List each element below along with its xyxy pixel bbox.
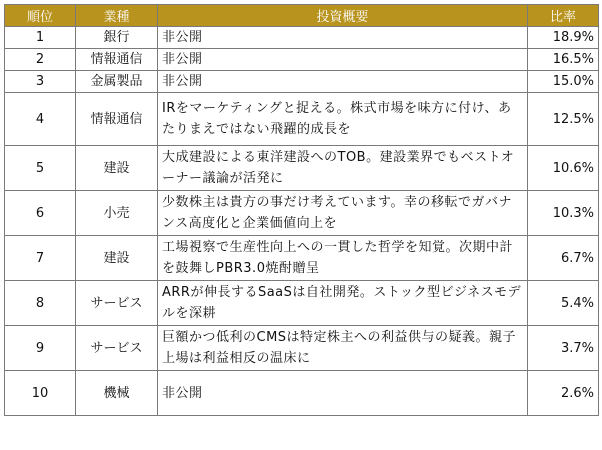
table-row bbox=[5, 326, 599, 371]
rank-cell: 4 bbox=[5, 93, 76, 146]
table-row bbox=[5, 371, 599, 416]
rank-cell: 6 bbox=[5, 191, 76, 236]
rate-cell: 5.4% bbox=[528, 281, 599, 326]
rate-cell: 18.9% bbox=[528, 27, 599, 49]
header-sector: 業種 bbox=[76, 5, 158, 27]
rate-cell: 12.5% bbox=[528, 93, 599, 146]
sector-cell: 情報通信 bbox=[76, 49, 158, 71]
table-row bbox=[5, 49, 599, 71]
summary-cell: 非公開 bbox=[158, 27, 528, 49]
rank-cell: 7 bbox=[5, 236, 76, 281]
rate-cell: 6.7% bbox=[528, 236, 599, 281]
summary-cell: 大成建設による東洋建設へのTOB。建設業界でもベストオーナー議論が活発に bbox=[158, 146, 528, 191]
summary-cell: ARRが伸長するSaaSは自社開発。ストック型ビジネスモデルを深耕 bbox=[158, 281, 528, 326]
table-row bbox=[5, 93, 599, 146]
summary-cell: IRをマーケティングと捉える。株式市場を味方に付け、あたりまえではない飛躍的成長を bbox=[158, 93, 528, 146]
table-row bbox=[5, 27, 599, 49]
header-rate: 比率 bbox=[528, 5, 599, 27]
header-rank: 順位 bbox=[5, 5, 76, 27]
rank-cell: 10 bbox=[5, 371, 76, 416]
summary-cell: 工場視察で生産性向上への一貫した哲学を知覚。次期中計を鼓舞しPBR3.0焼酎贈呈 bbox=[158, 236, 528, 281]
rank-cell: 8 bbox=[5, 281, 76, 326]
rate-cell: 15.0% bbox=[528, 71, 599, 93]
summary-cell: 非公開 bbox=[158, 71, 528, 93]
sector-cell: 金属製品 bbox=[76, 71, 158, 93]
rate-cell: 10.6% bbox=[528, 146, 599, 191]
sector-cell: 建設 bbox=[76, 236, 158, 281]
table-row bbox=[5, 71, 599, 93]
table-row bbox=[5, 281, 599, 326]
sector-cell: 銀行 bbox=[76, 27, 158, 49]
header-row bbox=[5, 5, 599, 27]
rank-cell: 3 bbox=[5, 71, 76, 93]
table-row bbox=[5, 146, 599, 191]
summary-cell: 少数株主は貴方の事だけ考えています。幸の移転でガバナンス高度化と企業価値向上を bbox=[158, 191, 528, 236]
holdings-table bbox=[4, 4, 599, 416]
rank-cell: 2 bbox=[5, 49, 76, 71]
rank-cell: 9 bbox=[5, 326, 76, 371]
rank-cell: 1 bbox=[5, 27, 76, 49]
header-summary: 投資概要 bbox=[158, 5, 528, 27]
rate-cell: 16.5% bbox=[528, 49, 599, 71]
summary-cell: 非公開 bbox=[158, 371, 528, 416]
summary-cell: 巨額かつ低利のCMSは特定株主への利益供与の疑義。親子上場は利益相反の温床に bbox=[158, 326, 528, 371]
rate-cell: 10.3% bbox=[528, 191, 599, 236]
sector-cell: 建設 bbox=[76, 146, 158, 191]
sector-cell: 情報通信 bbox=[76, 93, 158, 146]
sector-cell: 小売 bbox=[76, 191, 158, 236]
sector-cell: 機械 bbox=[76, 371, 158, 416]
rate-cell: 3.7% bbox=[528, 326, 599, 371]
sector-cell: サービス bbox=[76, 281, 158, 326]
table-row bbox=[5, 191, 599, 236]
table-row bbox=[5, 236, 599, 281]
rank-cell: 5 bbox=[5, 146, 76, 191]
summary-cell: 非公開 bbox=[158, 49, 528, 71]
sector-cell: サービス bbox=[76, 326, 158, 371]
rate-cell: 2.6% bbox=[528, 371, 599, 416]
